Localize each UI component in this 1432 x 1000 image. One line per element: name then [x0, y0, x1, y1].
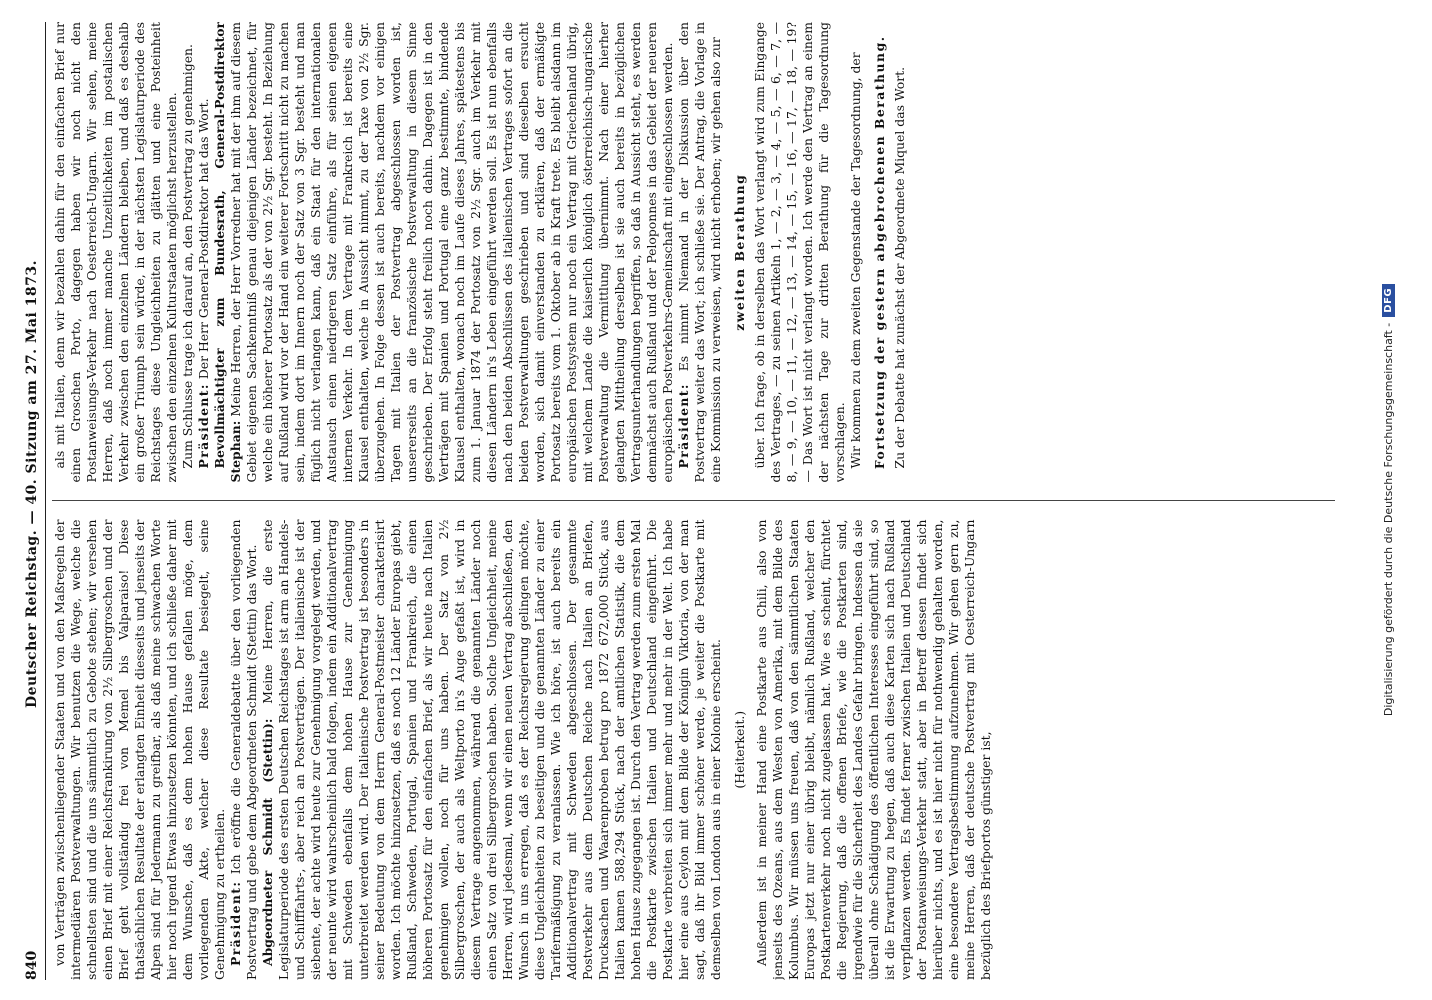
page-header — [22, 22, 46, 980]
interjection: (Heiterkeit.) — [732, 710, 747, 789]
section-heading: zweiten Berathung — [732, 173, 747, 331]
speaker-label: Präsident: — [196, 383, 211, 469]
running-title: Deutscher Reichstag. — 40. Sitzung am 27. Mai 1873. — [24, 260, 40, 709]
paragraph — [212, 22, 676, 483]
dfg-logo: DFG — [1382, 284, 1395, 317]
page-content — [22, 22, 1337, 980]
funding-text: Digitalisierung gefördert durch die Deutsche Forschungsgemeinschaft - — [1381, 322, 1395, 717]
paragraph: von Verträgen zwischenliegender Staaten und von den Maßregeln der intermediären Postverwaltungen. Wir benutzen die Wege, welche die schnellsten sind und die uns sämmtlich zu Gebote stehen; wir versehen einen Brief mit einer Reichsfrankirung von 2½ Silbergroschen und der Brief geht vollständig frei von Memel bis Valparaiso! Diese thatsächlichen Resultate der erlangten Einheit diesseits und jenseits der Alpen sind für Jedermann zu greifbar, als daß meine schwachen Worte hier noch irgend Etwas hinzusetzen könnten, und ich schließe daher mit dem Wunsche, daß es dem hohen Hause gefallen möge, dem vorliegenden Akte, welcher diese Resultate besiegelt, seine Genehmigung zu ertheilen. — [52, 519, 227, 980]
paragraph — [228, 520, 260, 981]
paragraph: Wir kommen zu dem zweiten Gegenstande der Tagesordnung, der — [848, 52, 863, 469]
paragraph: Zum Schlusse trage ich darauf an, den Postvertrag zu genehmigen. — [180, 44, 195, 469]
paragraph-text: Ich eröffne die Generaldebatte über den vorliegenden Postvertrag und gebe dem Abgeordneten Schmidt (Stettin) das Wort. — [228, 519, 259, 980]
column-right — [52, 22, 1335, 483]
paragraph: Außerdem ist in meiner Hand eine Postkarte aus Chili, also von jenseits des Ozeans, aus dem Westen von Amerika, mit dem Bilde des Kolumbus. Wir müssen uns freuen, daß von den sämmtlichen Staaten Europas jetzt nur einer übrig bleibt, nämlich Rußland, welcher den Postkartenverkehr noch nicht zugelassen hat. Wie es scheint, fürchtet die Regierung, daß die offenen Briefe, wie die Postkarten sind, irgendwie für die Sicherheit des Landes Gefahr bringen. Indessen da sie überall ohne Schädigung des öffentlichen Interesses eingeführt sind, so ist die Erwartung zu hegen, daß auch diese Karten sich nach Rußland verpflanzen werden. Es findet ferner zwischen Italien und Deutschland der Postanweisungs-Verkehr statt, aber in Betreff dessen findet sich hierüber nichts, und es ist hier nicht für nothwendig gehalten worden, eine besondere Vertragsbestimmung aufzunehmen. Wir gehen gern zu, meine Herren, daß der deutsche Postvertrag mit Oesterreich-Ungarn bezüglich des Briefportos günstiger ist, — [754, 519, 993, 980]
speaker-label: Bevollmächtigter zum Bundesrath, General-Postdirektor Stephan: — [212, 22, 243, 483]
column-left — [52, 520, 1335, 981]
paragraph — [260, 520, 724, 981]
paragraph-text: Meine Herren, der Herr Vorredner hat mit der ihm auf diesem Gebiet eigenen Sachkenntniß genau diejenigen Länder bezeichnet, für welche ein höherer Portosatz als der von 2½ Sgr. besteht. In Beziehung auf Rußland wird vor der Hand ein weiterer Fortschritt nicht zu machen sein, indem dort im Innern noch der Satz von 3 Sgr. besteht und man füglich nicht verlangen kann, daß ein Staat für den internationalen Austausch einen niedrigeren Satz einführe, als für seinen eigenen internen Verkehr. In dem Vertrage mit Frankreich ist bereits eine Klausel enthalten, welche in Aussicht nimmt, zu der Taxe von 2½ Sgr. überzugehen. In Folge dessen ist auch bereits, nachdem vor einigen Tagen mit Italien der Postvertrag abgeschlossen worden ist, unsererseits an die französische Postverwaltung in diesem Sinne geschrieben. Der Erfolg steht freilich noch dahin. Dagegen ist in den Verträgen mit Spanien und Portugal eine ganz bestimmte, bindende Klausel enthalten, wonach noch im Laufe dieses Jahres, spätestens bis zum 1. Januar 1874 der Portosatz von 2½ Sgr. auch im Verkehr mit diesen Ländern in's Leben eingeführt werden soll. Es ist nun ebenfalls nach den beiden Abschlüssen des italienischen Vertrages sofort an die beiden Postverwaltungen geschrieben und sind dieselben ersucht worden, sich damit einverstanden zu erklären, daß der ermäßigte Portosatz bereits vom 1. Oktober ab in Kraft trete. Es bleibt alsdann im europäischen Postsystem nur noch ein Vertrag mit Griechenland übrig, mit welchem Lande die kaiserlich königlich österreichisch-ungarische Postverwaltung die Vermittlung übernimmt. Nach einer hierher gelangten Mittheilung derselben ist sie auch bereits in bezüglichen Vertragsunterhandlungen begriffen, so daß in Aussicht steht, es werden demnächst auch Rußland und der Peloponnes in das Gebiet der neueren europäischen Postverkehrs-Gemeinschaft mit eingeschlossen werden. — [228, 22, 675, 483]
header-rule — [45, 22, 46, 980]
speaker-label: Präsident: — [676, 383, 691, 469]
column-divider — [52, 501, 1335, 502]
paragraph — [196, 22, 212, 483]
digitization-note — [1378, 0, 1398, 1000]
speaker-label: Präsident: — [228, 880, 243, 966]
paragraph: über. Ich frage, ob in derselben das Wort verlangt wird zum Eingange des Vertrages, — zu seinen Artikeln 1, — 2, — 3, — 4, — 5, — 6, — 7, — 8, — 9, — 10, — 11, — 12, — 13, — 14, — 15, — 16, — 17, — 18, — 19? — Das Wort ist nicht verlangt worden. Ich werde den Vertrag an einem der nächsten Tage zur dritten Berathung für die Tagesordnung vorschlagen. — [752, 22, 847, 483]
paragraph-text: Der Herr General-Postdirektor hat das Wort. — [196, 98, 211, 384]
paragraph — [676, 22, 724, 483]
paragraph: Zu der Debatte hat zunächst der Abgeordnete Miquel das Wort. — [892, 66, 907, 469]
paragraph: als mit Italien, denn wir bezahlen dahin für den einfachen Brief nur einen Groschen Porto, dagegen haben wir noch nicht den Postanweisungs-Verkehr nach Oesterreich-Ungarn. Wir sehen, meine Herren, daß noch immer manche Unzeitlichkeiten im postalischen Verkehr zwischen den einzelnen Ländern bleiben, und daß es deshalb ein großer Triumph sein würde, in der nächsten Legislaturperiode des Reichstages diese Ungleichheiten zu glätten und eine Posteinheit zwischen den einzelnen Kulturstaaten möglichst herzustellen. — [52, 22, 179, 483]
agenda-heading: Fortsetzung der gestern abgebrochenen Berathung. — [872, 35, 887, 470]
paragraph-text: Meine Herren, die erste Legislaturperiode des ersten Deutschen Reichstages ist arm an Handels- und Schifffahrts-, aber reich an Postverträgen. Der italienische ist der siebente, der achte wird heute zur Genehmigung vorgelegt werden, und der neunte wird wahrscheinlich bald folgen, indem ein Additionalvertrag mit Schweden ebenfalls dem hohen Hause zur Genehmigung unterbreitet werden wird. Der italienische Postvertrag ist besonders in seiner Bedeutung von dem Herrn General-Postmeister charakterisirt worden. Ich möchte hinzusetzen, daß es noch 12 Länder Europas giebt, Rußland, Schweden, Portugal, Spanien und Frankreich, die einen höheren Portosatz für den einfachen Brief, als wir heute nach Italien genehmigen wollen, noch für uns haben. Der Satz von 2½ Silbergroschen, der auch als Weltporto in's Auge gefaßt ist, wird in diesem Vertrage angenommen, während die genannten Länder noch einen Satz von drei Silbergroschen haben. Solche Ungleichheit, meine Herren, wird jedesmal, wenn wir einen neuen Vertrag abschließen, den Wunsch in uns erregen, daß es der Reichsregierung gelingen möchte, diese Ungleichheiten zu beseitigen und die genannten Länder zu einer Tarifermäßigung zu veranlassen. Wie ich höre, ist auch bereits ein Additionalvertrag mit Schweden abgeschlossen. Der gesammte Postverkehr aus dem Deutschen Reiche nach Italien an Briefen, Drucksachen und Waarenproben betrug pro 1872 672,000 Stück, aus Italien kamen 588,294 Stück, nach der amtlichen Statistik, die dem hohen Hause zugegangen ist. Durch den Vertrag werden zum ersten Mal die Postkarte zwischen Italien und Deutschland eingeführt. Die Postkarte verbreiten sich immer mehr und mehr in der Welt. Ich habe hier eine aus Ceylon mit dem Bilde der Königin Viktoria, von der man sagt, daß ihr Bild immer schöner werde, je weiter die Postkarte mit demselben von London aus in einer Kolonie erscheint. — [260, 519, 723, 980]
page-number: 840 — [24, 950, 40, 980]
two-column-body — [52, 22, 1335, 980]
paragraph-text: Es nimmt Niemand in der Diskussion über den Postvertrag weiter das Wort; ich schließe sie. Der Antrag, die Vorlage in eine Kommission zu verweisen, wird nicht erhoben; wir gehen also zur — [676, 22, 723, 483]
speaker-label: Abgeordneter Schmidt (Stettin): — [260, 718, 275, 966]
